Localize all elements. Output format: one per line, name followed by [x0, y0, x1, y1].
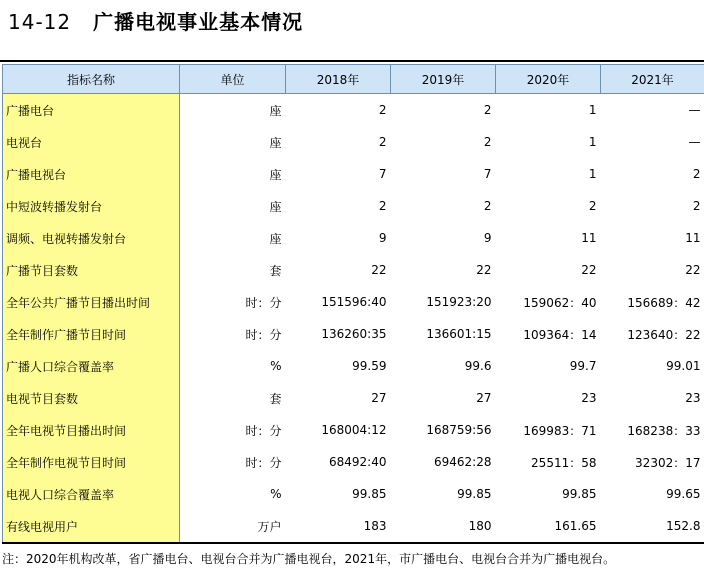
row-name: 电视节目套数	[3, 382, 180, 414]
cell-2020: 23	[581, 391, 597, 405]
table-row	[3, 510, 704, 543]
row-name: 全年公共广播节目播出时间	[3, 286, 180, 318]
cell-2018: 183	[286, 510, 391, 543]
row-name: 电视台	[3, 126, 180, 158]
cell-2018: 7	[378, 167, 387, 181]
header-row	[3, 65, 704, 94]
cell-2020: 161.65	[496, 510, 601, 543]
col-header-2019: 2019年	[391, 65, 496, 94]
row-unit: 时：分	[245, 295, 282, 310]
col-header-unit: 单位	[180, 65, 286, 94]
row-name: 广播节目套数	[3, 254, 180, 286]
table-row	[3, 318, 704, 350]
row-unit: 时：分	[245, 423, 282, 438]
cell-2020: 1	[588, 167, 597, 181]
cell-2020: 25511：58	[531, 455, 597, 470]
table-row	[3, 446, 704, 478]
cell-2021: 2	[692, 199, 701, 213]
table-row	[3, 254, 704, 286]
col-header-2018: 2018年	[286, 65, 391, 94]
cell-2019: 7	[483, 167, 492, 181]
data-table	[2, 64, 704, 544]
cell-2021: —	[688, 103, 701, 117]
row-unit: %	[270, 487, 282, 501]
cell-2018: 168004:12	[321, 423, 387, 437]
cell-2018: 2	[378, 199, 387, 213]
cell-2019: 2	[483, 103, 492, 117]
cell-2018: 151596:40	[321, 295, 387, 309]
cell-2021: —	[688, 135, 701, 149]
cell-2018: 99.59	[352, 359, 387, 373]
table-row	[3, 190, 704, 222]
cell-2019: 99.6	[464, 359, 492, 373]
row-unit: 时：分	[245, 327, 282, 342]
cell-2018: 136260:35	[321, 327, 387, 341]
cell-2020: 2	[588, 199, 597, 213]
row-name: 中短波转播发射台	[3, 190, 180, 222]
top-rule	[0, 60, 704, 62]
cell-2020: 1	[588, 103, 597, 117]
cell-2019: 22	[476, 263, 492, 277]
cell-2019: 9	[483, 231, 492, 245]
cell-2019: 136601:15	[426, 327, 492, 341]
row-name: 广播人口综合覆盖率	[3, 350, 180, 382]
cell-2019: 27	[476, 391, 492, 405]
cell-2020: 109364：14	[523, 327, 597, 342]
row-name: 电视人口综合覆盖率	[3, 478, 180, 510]
row-name: 广播电台	[3, 94, 180, 127]
cell-2018: 2	[378, 135, 387, 149]
table-row	[3, 382, 704, 414]
cell-2019: 69462:28	[434, 455, 492, 469]
cell-2018: 2	[378, 103, 387, 117]
cell-2020: 1	[588, 135, 597, 149]
cell-2021: 2	[692, 167, 701, 181]
cell-2021: 22	[685, 263, 701, 277]
col-header-2021: 2021年	[601, 65, 704, 94]
cell-2021: 152.8	[601, 510, 704, 543]
cell-2020: 99.85	[562, 487, 597, 501]
row-unit: 座	[269, 167, 282, 182]
row-unit: 座	[269, 199, 282, 214]
row-unit: 座	[269, 103, 282, 118]
footnote: 注：2020年机构改革，省广播电台、电视台合并为广播电视台，2021年，市广播电台、电视台合并为广播电视台。	[2, 552, 616, 566]
cell-2019: 168759:56	[426, 423, 492, 437]
row-unit: 套	[269, 391, 282, 406]
table-row	[3, 126, 704, 158]
table-title: 广播电视事业基本情况	[93, 10, 304, 34]
table-number: 14-12	[8, 10, 72, 34]
cell-2018: 9	[378, 231, 387, 245]
cell-2018: 99.85	[352, 487, 387, 501]
cell-2021: 11	[685, 231, 701, 245]
row-unit: 时：分	[245, 455, 282, 470]
table-row	[3, 414, 704, 446]
row-name: 全年制作广播节目时间	[3, 318, 180, 350]
col-header-name: 指标名称	[3, 65, 180, 94]
cell-2019: 2	[483, 199, 492, 213]
cell-2021: 156689：42	[627, 295, 701, 310]
table-row	[3, 350, 704, 382]
table-row	[3, 158, 704, 190]
row-name: 全年电视节目播出时间	[3, 414, 180, 446]
cell-2019: 151923:20	[426, 295, 492, 309]
cell-2020: 22	[581, 263, 597, 277]
table-row	[3, 94, 704, 127]
row-unit: 万户	[180, 510, 286, 543]
cell-2018: 22	[371, 263, 387, 277]
cell-2019: 99.85	[457, 487, 492, 501]
cell-2020: 99.7	[569, 359, 597, 373]
page-title	[8, 6, 303, 35]
cell-2020: 11	[581, 231, 597, 245]
row-unit: %	[270, 359, 282, 373]
row-name: 有线电视用户	[3, 510, 180, 543]
cell-2019: 2	[483, 135, 492, 149]
cell-2021: 23	[685, 391, 701, 405]
cell-2020: 169983：71	[523, 423, 597, 438]
row-name: 全年制作电视节目时间	[3, 446, 180, 478]
row-name: 广播电视台	[3, 158, 180, 190]
row-unit: 套	[269, 263, 282, 278]
row-name: 调频、电视转播发射台	[3, 222, 180, 254]
cell-2021: 32302：17	[635, 455, 701, 470]
cell-2021: 123640：22	[627, 327, 701, 342]
cell-2019: 180	[391, 510, 496, 543]
table-row	[3, 286, 704, 318]
cell-2021: 99.01	[666, 359, 701, 373]
cell-2021: 168238：33	[627, 423, 701, 438]
table-row	[3, 222, 704, 254]
cell-2018: 27	[371, 391, 387, 405]
row-unit: 座	[269, 231, 282, 246]
table-row	[3, 478, 704, 510]
col-header-2020: 2020年	[496, 65, 601, 94]
cell-2018: 68492:40	[329, 455, 387, 469]
cell-2020: 159062：40	[523, 295, 597, 310]
row-unit: 座	[269, 135, 282, 150]
cell-2021: 99.65	[666, 487, 701, 501]
